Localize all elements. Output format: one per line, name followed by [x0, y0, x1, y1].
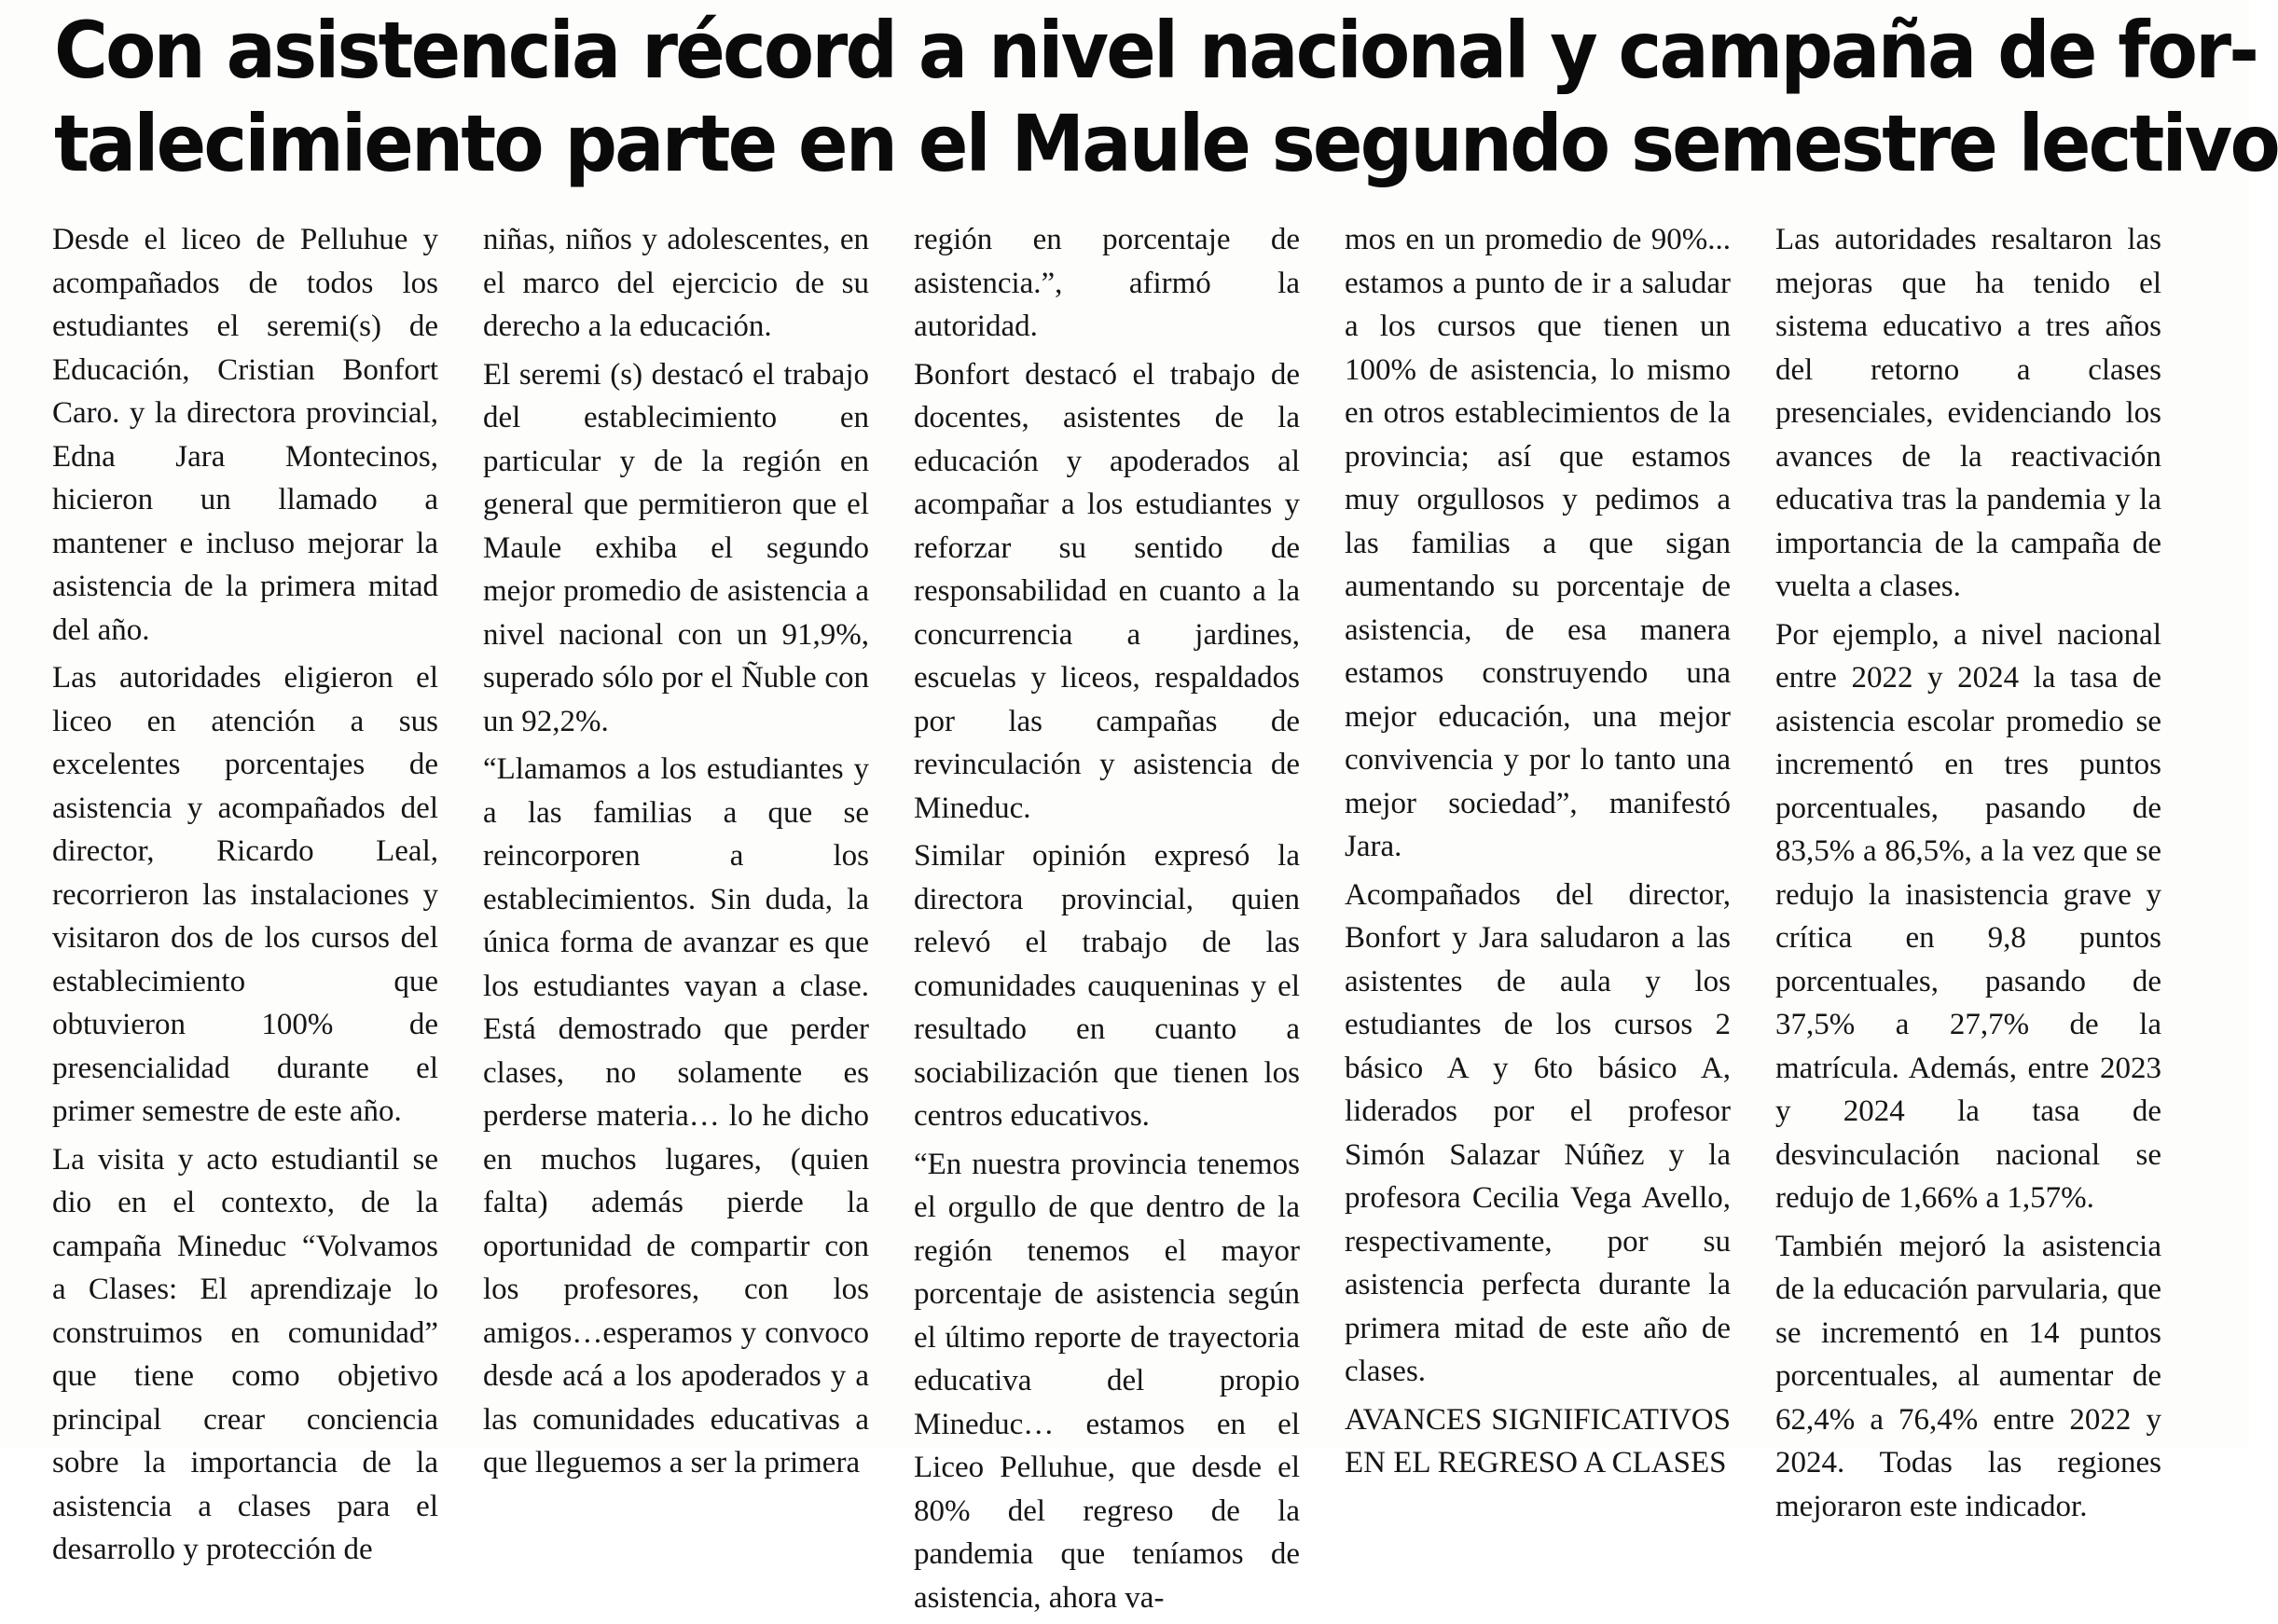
quote-paragraph: “Llamamos a los estudiantes y a las familias a que se reincorporen a los establecimientos. Sin duda, la única forma de avanzar es que los estudiantes vayan a clase. Está demostrado que perder clases, no solamente es perderse materia… lo he dicho en muchos lugares, (quien falta) además pierde la oportunidad de compartir con los profesores, con los amigos…esperamos y convoco desde acá a los apoderados y a las comunidades educativas a que lleguemos a ser la primera: [483, 752, 869, 1479]
paragraph: También mejoró la asistencia de la educación parvularia, que se incrementó en 14 puntos porcentuales, al aumentar de 62,4% a 76,4% entre 2022 y 2024. Todas las regiones mejoraron este indicador.: [1775, 1229, 2161, 1523]
column-5: [1775, 218, 2161, 1624]
paragraph: El seremi (s) destacó el trabajo del establecimiento en particular y de la región en general que permitieron que el Maule exhiba el segundo mejor promedio de asistencia a nivel nacional con un 91,9%, superado sólo por el Ñuble con un 92,2%.: [483, 357, 869, 738]
paragraph: niñas, niños y adolescentes, en el marco del ejercicio de su derecho a la educación.: [483, 223, 869, 343]
paragraph: Similar opinión expresó la directora provincial, quien relevó el trabajo de las comunidades cauqueninas y el resultado en cuanto a sociabilización que tienen los centros educativos.: [914, 839, 1300, 1133]
paragraph: Bonfort destacó el trabajo de docentes, asistentes de la educación y apoderados al acompañar a los estudiantes y reforzar su sentido de responsabilidad en cuanto a la concurrencia a jardines, escuelas y liceos, respaldados por las campañas de revinculación y asistencia de Mineduc.: [914, 357, 1300, 825]
paragraph: Las autoridades eligieron el liceo en atención a sus excelentes porcentajes de asistencia y acompañados del director, Ricardo Leal, recorrieron las instalaciones y visitaron dos de los cursos del establecimiento que obtuvieron 100% de presencialidad durante el primer semestre de este año.: [52, 661, 438, 1128]
paragraph: Por ejemplo, a nivel nacional entre 2022 y 2024 la tasa de asistencia escolar promedio se incrementó en tres puntos porcentuales, pasando de 83,5% a 86,5%, a la vez que se redujo la inasistencia grave y crítica en 9,8 puntos porcentuales, pasando de 37,5% a 27,7% de la matrícula. Además, entre 2023 y 2024 la tasa de desvinculación nacional se redujo de 1,66% a 1,57%.: [1775, 617, 2161, 1215]
paragraph: Las autoridades resaltaron las mejoras que ha tenido el sistema educativo a tres años del retorno a clases presenciales, evidenciando los avances de la reactivación educativa tras la pandemia y la importancia de la campaña de vuelta a clases.: [1775, 223, 2161, 603]
column-3: [914, 218, 1300, 1624]
article-columns: [52, 218, 2161, 1615]
quote-paragraph: “En nuestra provincia tenemos el orgullo de que dentro de la región tenemos el mayor porcentaje de asistencia según el último reporte de trayectoria educativa del propio Mineduc… estamos en el Liceo Pelluhue, que desde el 80% del regreso de la pandemia que teníamos de asistencia, ahora va-: [914, 1147, 1300, 1615]
paragraph: Acompañados del director, Bonfort y Jara saludaron a las asistentes de aula y los estudiantes de los cursos 2 básico A y 6to básico A, liderados por el profesor Simón Salazar Núñez y la profesora Cecilia Vega Avello, respectivamente, por su asistencia perfecta durante la primera mitad de este año de clases.: [1345, 877, 1731, 1388]
headline-line-2: talecimiento parte en el Maule segundo semestre lectivo: [54, 98, 2278, 189]
headline-line-1: Con asistencia récord a nivel nacional y campaña de for-: [54, 5, 2257, 96]
paragraph: La visita y acto estudiantil se dio en el contexto, de la campaña Mineduc “Volvamos a Clases: El aprendizaje lo construimos en comunidad” que tiene como objetivo principal crear conciencia sobre la importancia de la asistencia a clases para el desarrollo y protección de: [52, 1142, 438, 1566]
column-1: [52, 218, 438, 1624]
paragraph: Desde el liceo de Pelluhue y acompañados de todos los estudiantes el seremi(s) de Educación, Cristian Bonfort Caro. y la directora provincial, Edna Jara Montecinos, hicieron un llamado a mantener e incluso mejorar la asistencia de la primera mitad del año.: [52, 223, 438, 647]
paragraph: mos en un promedio de 90%... estamos a punto de ir a saludar a los cursos que tienen un 100% de asistencia, lo mismo en otros establecimientos de la provincia; así que estamos muy orgullosos y pedimos a las familias a que sigan aumentando su porcentaje de asistencia, de esa manera estamos construyendo una mejor educación, una mejor convivencia y por lo tanto una mejor sociedad”, manifestó Jara.: [1345, 223, 1731, 863]
section-subheading: AVANCES SIGNIFICATIVOS EN EL REGRESO A CLASES: [1345, 1402, 1731, 1479]
headline: [54, 4, 2278, 190]
paragraph: región en porcentaje de asistencia.”, afirmó la autoridad.: [914, 223, 1300, 343]
column-4: [1345, 218, 1731, 1624]
column-2: [483, 218, 869, 1624]
